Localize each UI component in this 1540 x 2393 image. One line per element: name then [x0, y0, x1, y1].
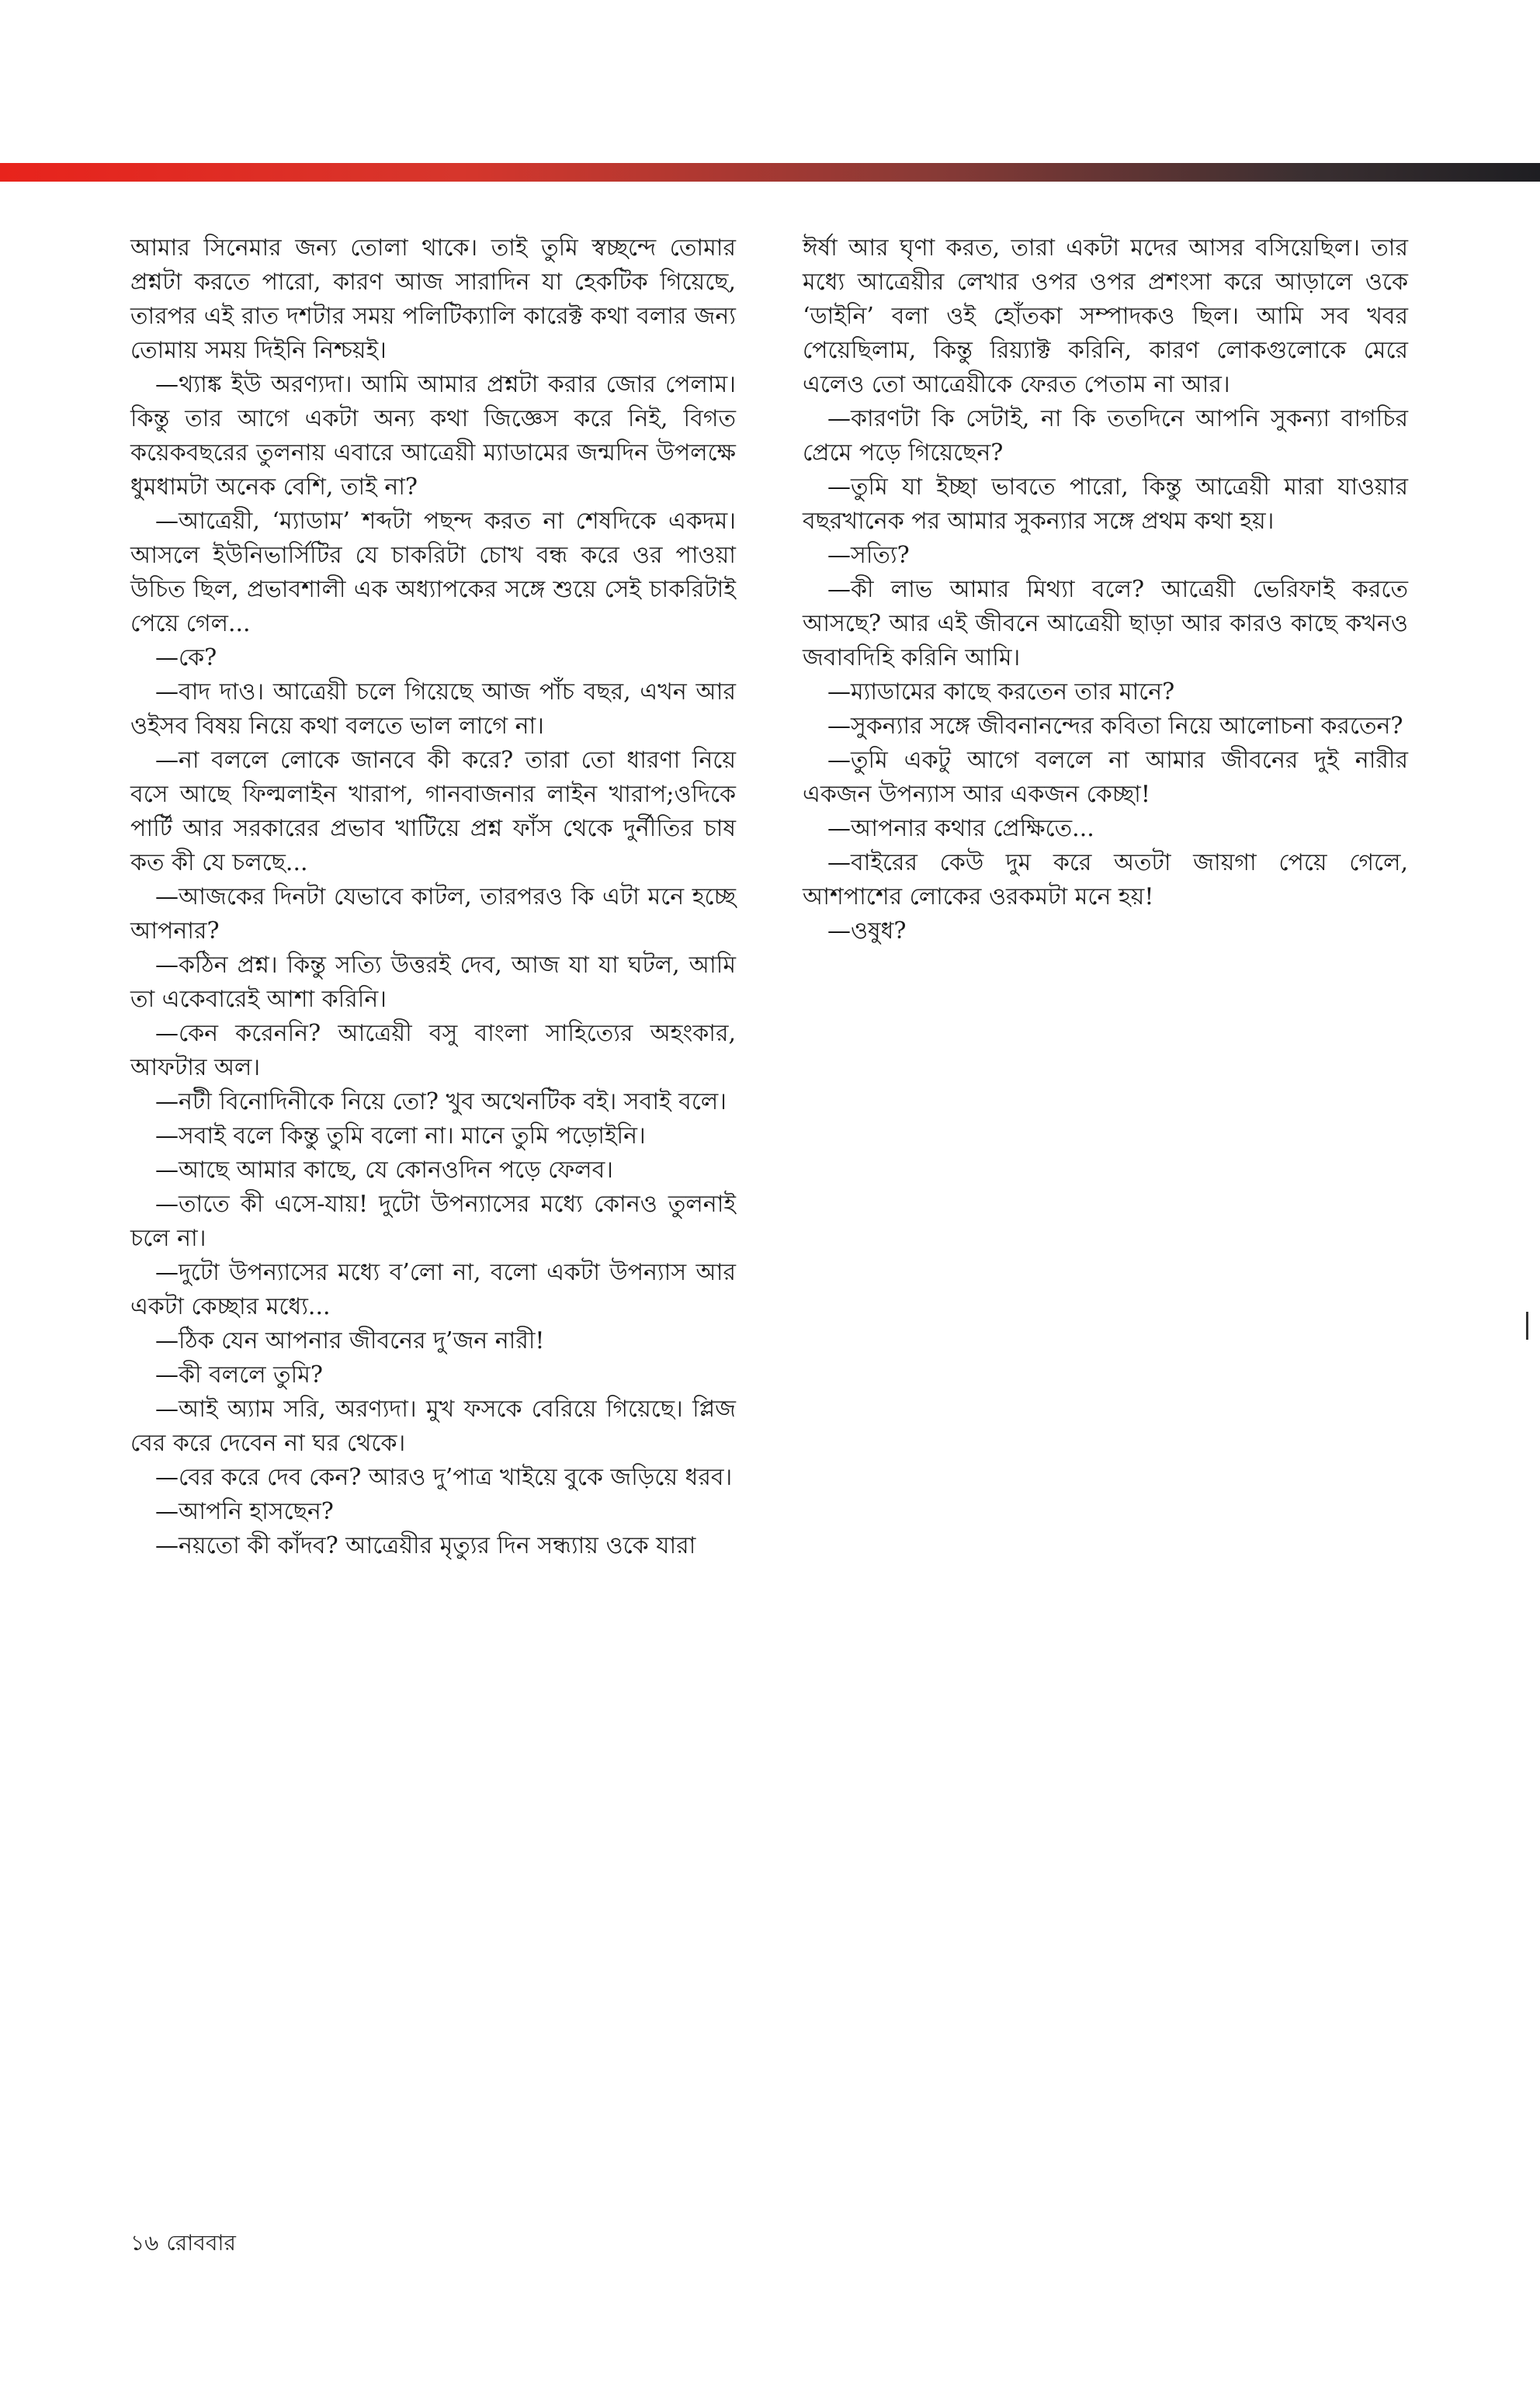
paragraph: —কেন করেননি? আত্রেয়ী বসু বাংলা সাহিত্যের অহংকার, আফটার অল। [130, 1020, 736, 1081]
paragraph: আমার সিনেমার জন্য তোলা থাকে। তাই তুমি স্বচ্ছন্দে তোমার প্রশ্নটা করতে পারো, কারণ আজ সারাদিন যা হেকটিক গিয়েছে, তারপর এই রাত দশটার সময় পলিটিক্যালি কারেক্ট কথা বলার জন্য তোমায় সময় দিইনি নিশ্চয়ই। [130, 234, 736, 364]
paragraph: ঈর্ষা আর ঘৃণা করত, তারা একটা মদের আসর বসিয়েছিল। তার মধ্যে আত্রেয়ীর লেখার ওপর ওপর প্রশংসা করে আড়ালে ওকে ‘ডাইনি’ বলা ওই হোঁতকা সম্পাদকও ছিল। আমি সব খবর পেয়েছিলাম, কিন্তু রিয়্যাক্ট করিনি, কারণ লোকগুলোকে মেরে এলেও তো আত্রেয়ীকে ফেরত পেতাম না আর। [803, 234, 1408, 398]
paragraph: —বাদ দাও। আত্রেয়ী চলে গিয়েছে আজ পাঁচ বছর, এখন আর ওইসব বিষয় নিয়ে কথা বলতে ভাল লাগে না। [130, 678, 736, 740]
paragraph: —কারণটা কি সেটাই, না কি ততদিনে আপনি সুকন্যা বাগচির প্রেমে পড়ে গিয়েছেন? [803, 405, 1408, 466]
paragraph: —থ্যাঙ্ক ইউ অরণ্যদা। আমি আমার প্রশ্নটা করার জোর পেলাম। কিন্তু তার আগে একটা অন্য কথা জিজ্ঞেস করে নিই, বিগত কয়েকবছরের তুলনায় এবারে আত্রেয়ী ম্যাডামের জন্মদিন উপলক্ষে ধুমধামটা অনেক বেশি, তাই না? [130, 371, 736, 501]
paragraph: —সবাই বলে কিন্তু তুমি বলো না। মানে তুমি পড়োইনি। [155, 1122, 646, 1150]
page-footer [130, 2226, 244, 2263]
paragraph: —ওষুধ? [827, 917, 907, 945]
paragraph: —সুকন্যার সঙ্গে জীবনানন্দের কবিতা নিয়ে আলোচনা করতেন? [827, 713, 1403, 740]
paragraph: —ঠিক যেন আপনার জীবনের দু’জন নারী! [155, 1327, 545, 1354]
paragraph: —কে? [155, 644, 217, 671]
paragraph: —নটী বিনোদিনীকে নিয়ে তো? খুব অথেনটিক বই। সবাই বলে। [155, 1088, 727, 1115]
paragraph: —আপনি হাসছেন? [155, 1498, 334, 1525]
article-column-left [130, 231, 736, 1563]
page-edge-mark [1526, 1312, 1539, 1340]
paragraph: —আপনার কথার প্রেক্ষিতে... [827, 815, 1094, 842]
paragraph: —তুমি একটু আগে বললে না আমার জীবনের দুই নারীর একজন উপন্যাস আর একজন কেচ্ছা! [803, 747, 1408, 808]
paragraph: —কী বললে তুমি? [155, 1361, 323, 1389]
article-column-right [803, 231, 1408, 949]
paragraph: —নয়তো কী কাঁদব? আত্রেয়ীর মৃত্যুর দিন সন্ধ্যায় ওকে যারা [155, 1532, 696, 1559]
magazine-name: রোববার [166, 2230, 236, 2256]
paragraph: —না বললে লোকে জানবে কী করে? তারা তো ধারণা নিয়ে বসে আছে ফিল্মলাইন খারাপ, গানবাজনার লাইন খারাপ;ওদিকে পার্টি আর সরকারের প্রভাব খাটিয়ে প্রশ্ন ফাঁস থেকে দুর্নীতির চাষ কত কী যে চলছে... [130, 747, 736, 876]
paragraph: —সত্যি? [827, 542, 910, 569]
paragraph: —ম্যাডামের কাছে করতেন তার মানে? [827, 678, 1175, 706]
page-number: ১৬ [130, 2230, 159, 2256]
paragraph: —কী লাভ আমার মিথ্যা বলে? আত্রেয়ী ভেরিফাই করতে আসছে? আর এই জীবনে আত্রেয়ী ছাড়া আর কারও কাছে কখনও জবাবদিহি করিনি আমি। [803, 576, 1408, 671]
paragraph: —আছে আমার কাছে, যে কোনওদিন পড়ে ফেলব। [155, 1157, 614, 1184]
paragraph: —বাইরের কেউ দুম করে অতটা জায়গা পেয়ে গেলে, আশপাশের লোকের ওরকমটা মনে হয়! [803, 849, 1408, 910]
paragraph: —আত্রেয়ী, ‘ম্যাডাম’ শব্দটা পছন্দ করত না শেষদিকে একদম। আসলে ইউনিভার্সিটির যে চাকরিটা চোখ বন্ধ করে ওর পাওয়া উচিত ছিল, প্রভাবশালী এক অধ্যাপকের সঙ্গে শুয়ে সেই চাকরিটাই পেয়ে গেল... [130, 508, 736, 637]
paragraph: —দুটো উপন্যাসের মধ্যে ব’লো না, বলো একটা উপন্যাস আর একটা কেচ্ছার মধ্যে... [130, 1259, 736, 1320]
paragraph: —বের করে দেব কেন? আরও দু’পাত্র খাইয়ে বুকে জড়িয়ে ধরব। [155, 1464, 733, 1491]
paragraph: —কঠিন প্রশ্ন। কিন্তু সত্যি উত্তরই দেব, আজ যা যা ঘটল, আমি তা একেবারেই আশা করিনি। [130, 952, 736, 1013]
paragraph: —আজকের দিনটা যেভাবে কাটল, তারপরও কি এটা মনে হচ্ছে আপনার? [130, 883, 736, 945]
paragraph: —আই অ্যাম সরি, অরণ্যদা। মুখ ফসকে বেরিয়ে গিয়েছে। প্লিজ বের করে দেবেন না ঘর থেকে। [130, 1396, 736, 1457]
header-color-bar [0, 163, 1540, 182]
paragraph: —তাতে কী এসে-যায়! দুটো উপন্যাসের মধ্যে কোনও তুলনাই চলে না। [130, 1191, 736, 1252]
paragraph: —তুমি যা ইচ্ছা ভাবতে পারো, কিন্তু আত্রেয়ী মারা যাওয়ার বছরখানেক পর আমার সুকন্যার সঙ্গে প্রথম কথা হয়। [803, 473, 1408, 535]
